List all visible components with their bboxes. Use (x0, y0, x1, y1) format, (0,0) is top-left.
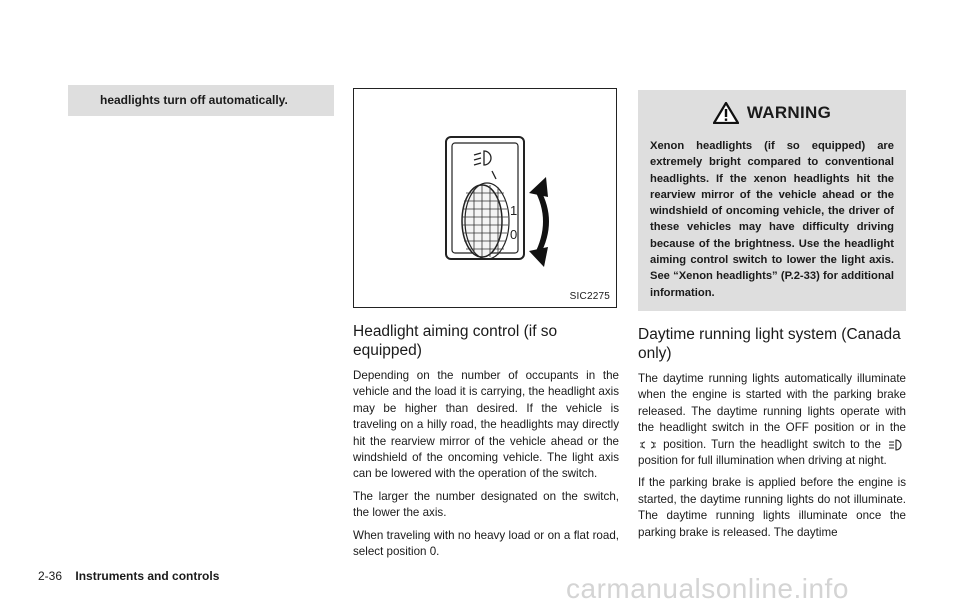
drl-paragraph-1-part-c: position for full illumination when driving at night. (638, 454, 887, 467)
figure-code: SIC2275 (569, 291, 610, 302)
rotation-arrow-icon (529, 177, 549, 267)
warning-text: Xenon headlights (if so equipped) are extremely bright compared to conventional headlights. If the xenon headlights hit the rearview mirror of the vehicle ahead or the windshield of oncoming vehicle, the driver of these vehicles may have difficulty driving because of the brightness. Use the headlight aiming control switch to lower the light axis. See “Xenon headlights” (P.2-33) for additional information. (650, 140, 894, 299)
drl-paragraph-2: If the parking brake is applied before the engine is started, the daytime running lights do not illuminate. The daytime running lights illuminate once the parking brake is released. The daytime (638, 476, 906, 539)
drl-paragraph-1-part-b: position. Turn the headlight switch to the (663, 437, 881, 451)
parking-light-icon (640, 440, 656, 450)
aiming-paragraph-3: When traveling with no heavy load or on a flat road, select position 0. (353, 528, 619, 559)
dial-mark-0: 0 (510, 227, 518, 242)
aiming-paragraph-1: Depending on the number of occupants in the vehicle and the load it is carrying, the headlight axis may be higher than desired. If the vehicle is traveling on a hilly road, the headlights may directly hit the rearview mirror of the vehicle ahead or the windshield of the oncoming vehicle. The light axis can be lowered with the operation of the switch. (353, 369, 619, 481)
drl-paragraph-1 (638, 371, 906, 469)
page-number: 2-36 (38, 569, 63, 583)
page-footer (38, 569, 219, 583)
watermark: carmanualsonline.info (566, 573, 849, 604)
dial-mark-1: 1 (510, 203, 518, 218)
warning-triangle-icon (713, 102, 739, 124)
aiming-switch-illustration (354, 89, 618, 309)
headlight-icon (888, 439, 904, 451)
drl-paragraph-1-part-a: The daytime running lights automatically illuminate when the engine is started with the parking brake released. The daytime running lights operate with the headlight switch in the OFF position or in the (638, 371, 906, 435)
left-column (68, 85, 334, 116)
drl-section-title: Daytime running light system (Canada only) (638, 325, 901, 362)
figure-headlight-aiming-switch (353, 88, 617, 308)
section-name: Instruments and controls (75, 569, 220, 583)
aiming-section-title: Headlight aiming control (if so equipped) (353, 323, 558, 359)
warning-title: WARNING (746, 103, 832, 122)
right-column (638, 90, 906, 547)
middle-column (353, 88, 619, 566)
warning-box (638, 90, 906, 311)
carryover-text-box (68, 85, 334, 116)
aiming-paragraph-2: The larger the number designated on the switch, the lower the axis. (353, 489, 619, 520)
carryover-text: headlights turn off automatically. (100, 93, 288, 107)
warning-header (650, 102, 894, 124)
